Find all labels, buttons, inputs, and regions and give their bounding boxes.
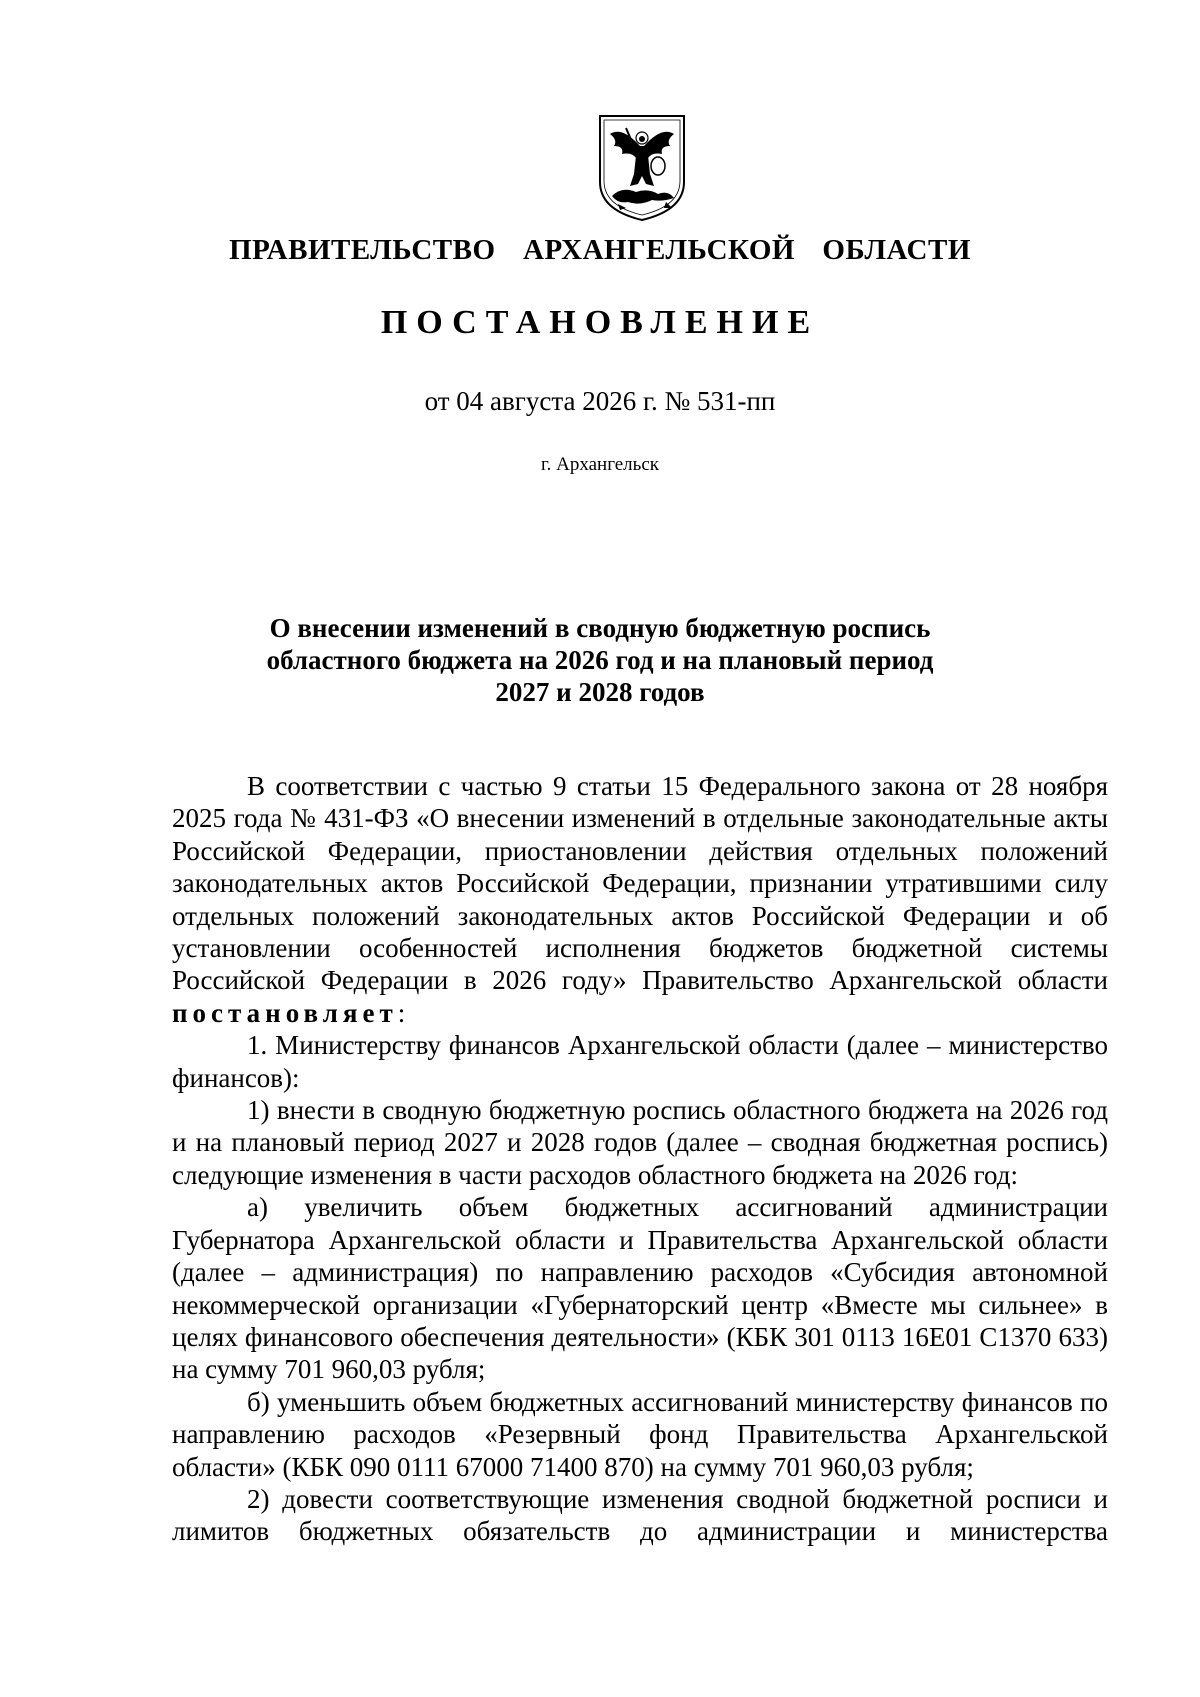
item-1-paragraph: 1. Министерству финансов Архангельской области (далее – министерство финансов):: [172, 1030, 1108, 1093]
item-1-1-paragraph: 1) внести в сводную бюджетную роспись областного бюджета на 2026 год и на плановый период 2027 и 2028 годов (далее – сводная бюджетная роспись) следующие изменения в части расходов областного бюджета на 2026 год:: [172, 1095, 1108, 1190]
issuing-authority: ПРАВИТЕЛЬСТВО АРХАНГЕЛЬСКОЙ ОБЛАСТИ: [229, 234, 971, 266]
document-title-line: областного бюджета на 2026 год и на плановый период: [266, 645, 934, 675]
document-body: [172, 770, 1108, 1548]
archangel-coat-of-arms-icon: [596, 112, 688, 224]
document-city: г. Архангельск: [540, 454, 659, 475]
document-type: ПОСТАНОВЛЕНИЕ: [380, 304, 820, 341]
resolves-punct: :: [397, 997, 406, 1028]
preamble-text: В соответствии с частью 9 статьи 15 Федерального закона от 28 ноября 2025 года № 431-ФЗ «О внесении изменений в отдельные законодательные акты Российской Федерации, приостановлении действия отдельных положений законодательных актов Российской Федерации, признании утратившими силу отдельных положений законодательных актов Российской Федерации и об установлении особенностей исполнения бюджетов бюджетной системы Российской Федерации в 2026 году» Правительство Архангельской области: [172, 771, 1108, 996]
document-title-line: 2027 и 2028 годов: [495, 677, 705, 707]
item-1-1-a-paragraph: а) увеличить объем бюджетных ассигнований администрации Губернатора Архангельской области и Правительства Архангельской области (далее – администрация) по направлению расходов «Субсидия автономной некоммерческой организации «Губернаторский центр «Вместе мы сильнее» в целях финансового обеспечения деятельности» (КБК 301 0113 16Е01 С1370 633) на сумму 701 960,03 рубля;: [172, 1192, 1108, 1385]
item-1-2-paragraph: 2) довести соответствующие изменения сводной бюджетной росписи и лимитов бюджетных обязательств до администрации и министерства: [172, 1483, 1108, 1547]
resolves-word: постановляет: [172, 997, 398, 1028]
item-1-1-b-paragraph: б) уменьшить объем бюджетных ассигнований министерству финансов по направлению расходов «Резервный фонд Правительства Архангельской области» (КБК 090 0111 67000 71400 870) на сумму 701 960,03 рубля;: [172, 1386, 1108, 1482]
document-title: [240, 612, 960, 708]
preamble-paragraph: [172, 770, 1108, 1029]
document-title-line: О внесении изменений в сводную бюджетную роспись: [269, 613, 931, 643]
document-date-number: от 04 августа 2026 г. № 531-пп: [424, 386, 776, 416]
